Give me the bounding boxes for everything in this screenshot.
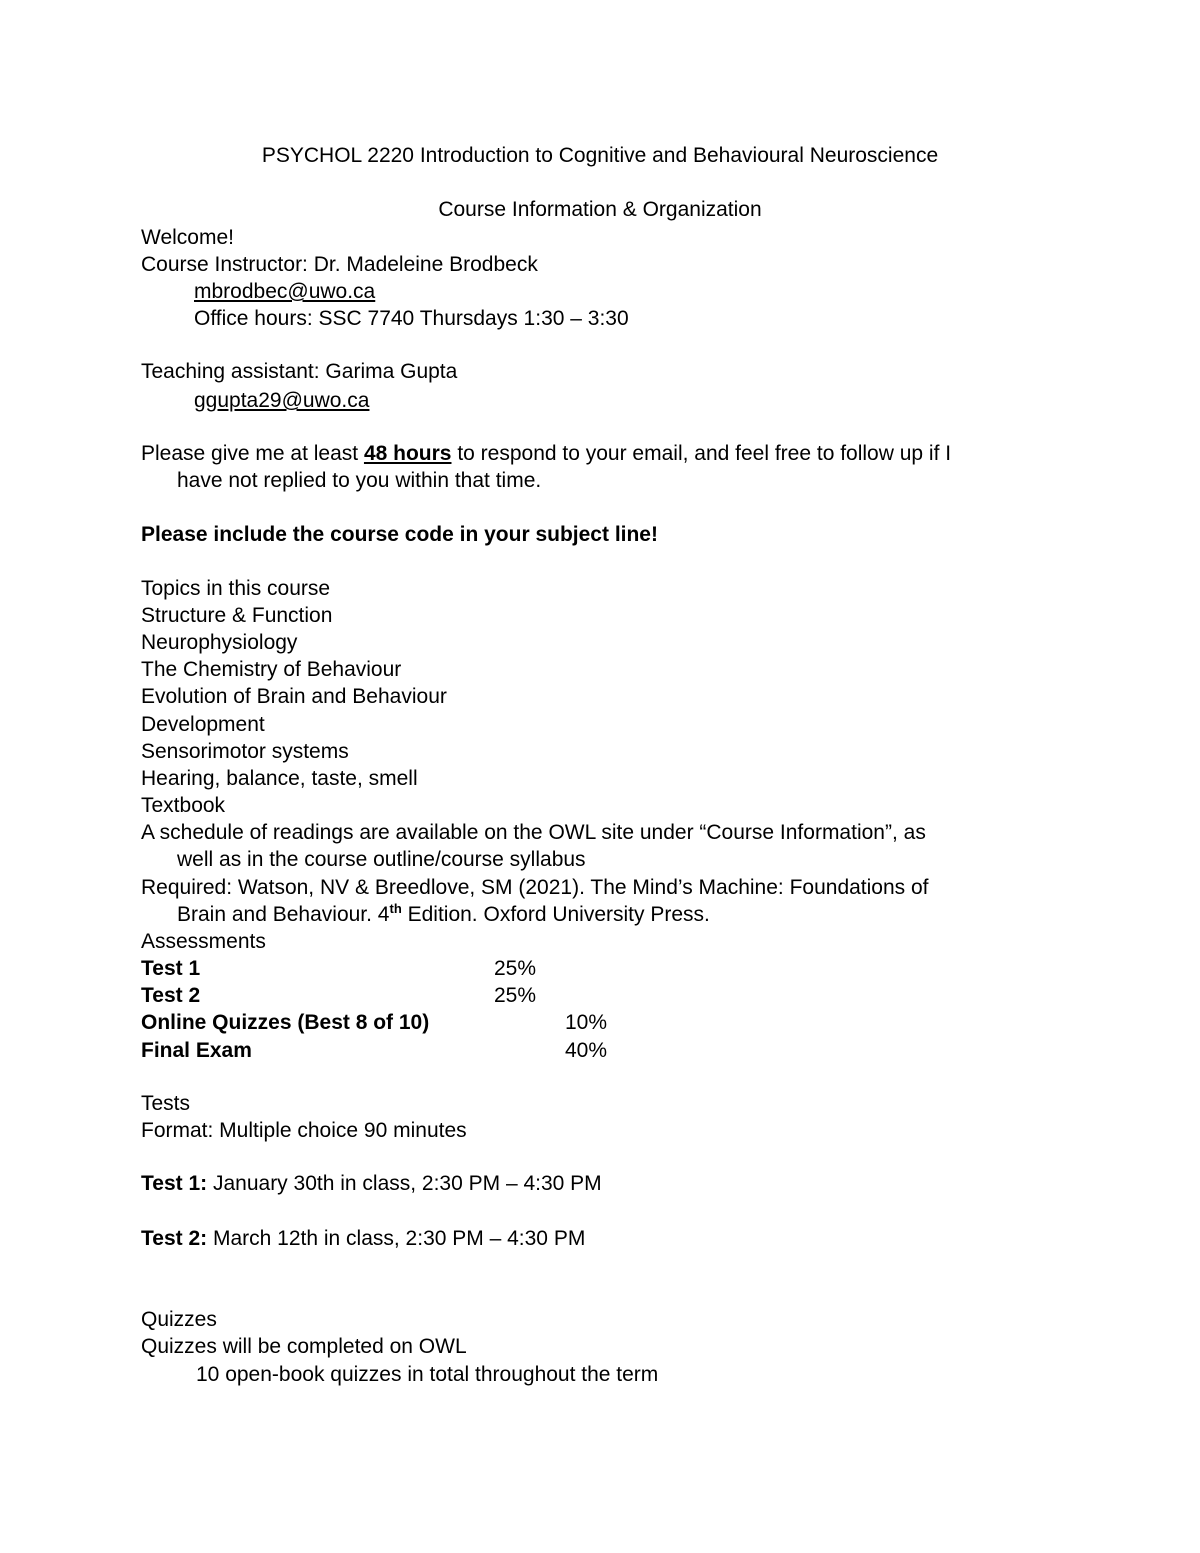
topic-item: Development xyxy=(141,713,265,736)
required-text-part-a: Brain and Behaviour. 4 xyxy=(177,903,390,926)
email-note-emphasis: 48 hours xyxy=(363,442,452,465)
test2-label: Test 2: xyxy=(141,1227,208,1250)
quizzes-heading: Quizzes xyxy=(141,1308,217,1331)
topic-item: Neurophysiology xyxy=(141,631,298,654)
topic-item: The Chemistry of Behaviour xyxy=(141,658,402,681)
quizzes-line: Quizzes will be completed on OWL xyxy=(141,1335,467,1358)
assessment-name: Online Quizzes (Best 8 of 10) xyxy=(141,1011,430,1034)
topic-item: Sensorimotor systems xyxy=(141,740,349,763)
course-title: PSYCHOL 2220 Introduction to Cognitive and Behavioural Neuroscience xyxy=(261,144,939,167)
schedule-line: A schedule of readings are available on the OWL site under “Course Information”, as xyxy=(141,821,926,844)
assessment-weight: 40% xyxy=(565,1039,608,1062)
email-response-note xyxy=(141,442,951,468)
topic-item: Evolution of Brain and Behaviour xyxy=(141,685,447,708)
tests-format: Format: Multiple choice 90 minutes xyxy=(141,1119,467,1142)
test1-detail: January 30th in class, 2:30 PM – 4:30 PM xyxy=(207,1172,602,1195)
assessment-name: Final Exam xyxy=(141,1039,252,1062)
section-title: Course Information & Organization xyxy=(438,198,762,221)
test1-label: Test 1: xyxy=(141,1172,208,1195)
instructor-line: Course Instructor: Dr. Madeleine Brodbeck xyxy=(141,253,538,276)
test2-info xyxy=(141,1227,585,1253)
topics-heading: Topics in this course xyxy=(141,577,331,600)
instructor-email xyxy=(194,280,375,306)
office-hours: Office hours: SSC 7740 Thursdays 1:30 – 3:30 xyxy=(194,307,629,330)
assessment-weight: 25% xyxy=(494,957,537,980)
topic-item: Hearing, balance, taste, smell xyxy=(141,767,418,790)
required-text-part-b: Edition. Oxford University Press. xyxy=(401,903,710,926)
ta-email xyxy=(194,389,369,415)
required-text-continuation xyxy=(177,903,710,929)
email-note-continuation: have not replied to you within that time. xyxy=(177,469,542,492)
ta-email-link[interactable]: ggupta29@uwo.ca xyxy=(194,389,370,412)
email-note-before: Please give me at least xyxy=(141,442,364,465)
assessment-name: Test 2 xyxy=(141,984,201,1007)
assessment-name: Test 1 xyxy=(141,957,201,980)
instructor-email-link[interactable]: mbrodbec@uwo.ca xyxy=(194,280,376,303)
required-text-line: Required: Watson, NV & Breedlove, SM (2021). The Mind’s Machine: Foundations of xyxy=(141,876,929,899)
email-note-after: to respond to your email, and feel free to follow up if I xyxy=(451,442,952,465)
subject-line-note: Please include the course code in your subject line! xyxy=(141,523,658,546)
topic-item: Structure & Function xyxy=(141,604,333,627)
test2-detail: March 12th in class, 2:30 PM – 4:30 PM xyxy=(207,1227,586,1250)
test1-info xyxy=(141,1172,602,1198)
assessment-weight: 25% xyxy=(494,984,537,1007)
assessments-heading: Assessments xyxy=(141,930,266,953)
ta-line: Teaching assistant: Garima Gupta xyxy=(141,360,458,383)
quizzes-detail: 10 open-book quizzes in total throughout the term xyxy=(196,1363,659,1386)
welcome-text: Welcome! xyxy=(141,226,234,249)
edition-superscript: th xyxy=(389,901,402,916)
textbook-heading: Textbook xyxy=(141,794,226,817)
assessment-weight: 10% xyxy=(565,1011,608,1034)
tests-heading: Tests xyxy=(141,1092,191,1115)
schedule-line-continuation: well as in the course outline/course syllabus xyxy=(177,848,586,871)
